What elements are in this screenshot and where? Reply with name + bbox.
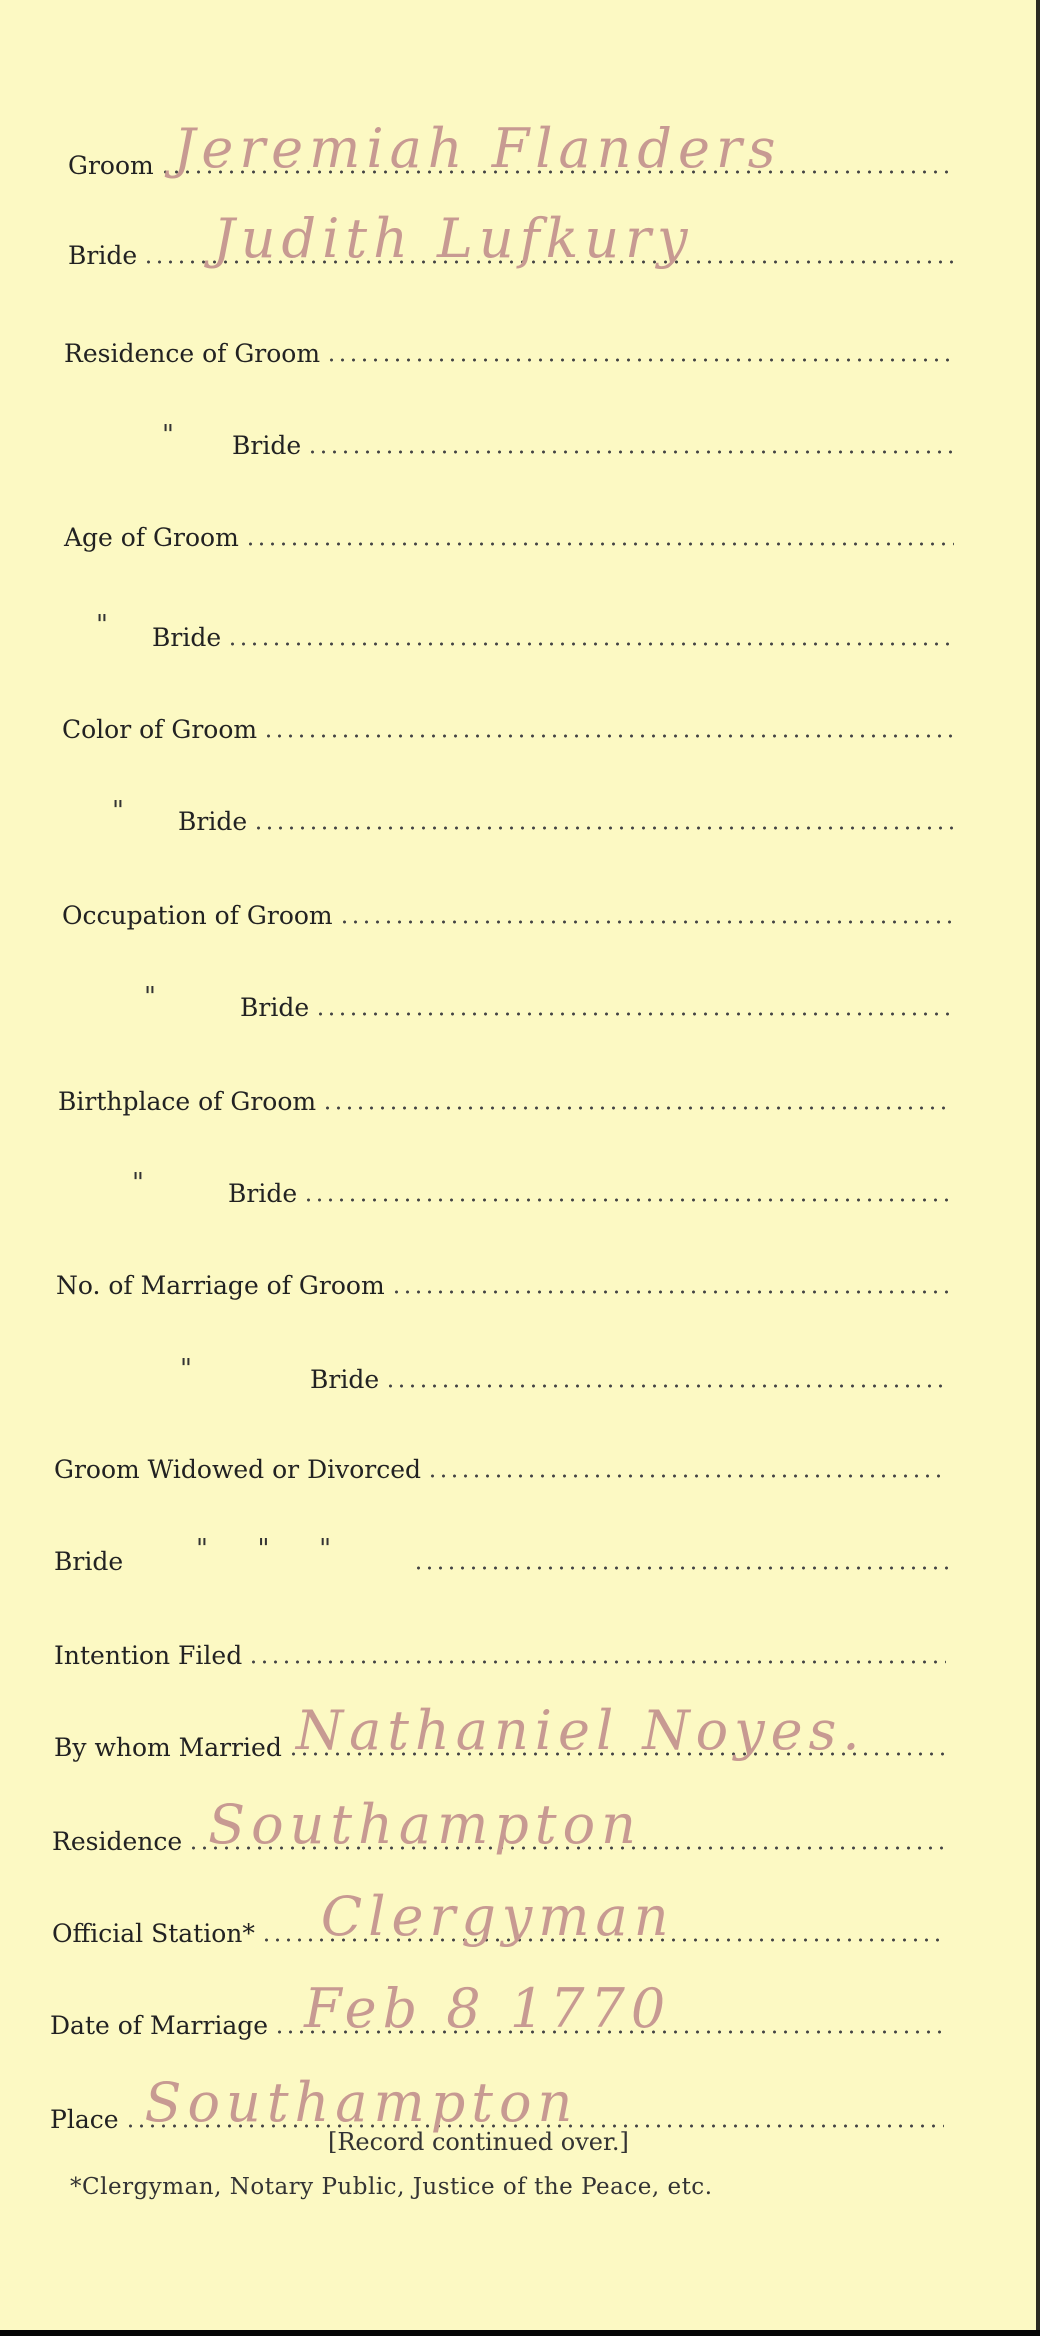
official-station-row bbox=[52, 1885, 944, 1948]
occupation-groom-label: Occupation of Groom bbox=[62, 901, 333, 930]
occupation-bride-row bbox=[240, 962, 952, 1022]
ditto-mark: " bbox=[132, 1168, 144, 1198]
groom-widowed-row bbox=[54, 1424, 948, 1484]
ditto-mark: " bbox=[162, 420, 174, 450]
date-of-marriage-row bbox=[50, 1977, 944, 2040]
place-value: Southampton bbox=[144, 2071, 579, 2134]
color-groom-row bbox=[62, 684, 954, 744]
age-groom-label: Age of Groom bbox=[64, 523, 239, 552]
marriage-no-bride-label: Bride bbox=[310, 1365, 380, 1394]
place-row bbox=[50, 2071, 944, 2134]
residence-bride-row bbox=[232, 400, 954, 460]
residence-groom-row bbox=[64, 308, 956, 368]
residence-row bbox=[52, 1793, 944, 1856]
ditto-mark: " bbox=[144, 982, 156, 1012]
marriage-no-groom-row bbox=[56, 1240, 950, 1300]
groom-label: Groom bbox=[68, 151, 154, 180]
ditto-mark: " bbox=[96, 610, 108, 640]
by-whom-married-row bbox=[54, 1699, 946, 1762]
date-value: Feb 8 1770 bbox=[304, 1977, 672, 2040]
birthplace-groom-row bbox=[58, 1056, 952, 1116]
birthplace-bride-row bbox=[228, 1148, 950, 1208]
bride-widowed-label: Bride bbox=[54, 1547, 124, 1576]
residence-label: Residence bbox=[52, 1827, 183, 1856]
residence-value: Southampton bbox=[208, 1793, 642, 1856]
bride-name: Judith Lufkury bbox=[213, 207, 694, 270]
footnote: *Clergyman, Notary Public, Justice of the Peace, etc. bbox=[70, 2174, 713, 2200]
ditto-mark: " bbox=[112, 796, 124, 826]
groom-row bbox=[68, 117, 956, 180]
official-station-value: Clergyman bbox=[320, 1885, 675, 1948]
age-bride-row bbox=[152, 592, 954, 652]
bride-label: Bride bbox=[68, 241, 138, 270]
color-groom-label: Color of Groom bbox=[62, 715, 258, 744]
intention-filed-label: Intention Filed bbox=[54, 1641, 243, 1670]
birthplace-bride-label: Bride bbox=[228, 1179, 298, 1208]
occupation-bride-label: Bride bbox=[240, 993, 310, 1022]
residence-groom-label: Residence of Groom bbox=[64, 339, 321, 368]
bride-row bbox=[68, 207, 956, 270]
color-bride-label: Bride bbox=[178, 807, 248, 836]
occupation-groom-row bbox=[62, 870, 954, 930]
groom-widowed-label: Groom Widowed or Divorced bbox=[54, 1455, 422, 1484]
marriage-no-bride-row bbox=[310, 1334, 950, 1394]
intention-filed-row bbox=[54, 1610, 946, 1670]
by-whom-married-label: By whom Married bbox=[54, 1733, 282, 1762]
bride-widowed-row bbox=[54, 1516, 948, 1576]
place-label: Place bbox=[50, 2105, 119, 2134]
color-bride-row bbox=[178, 776, 954, 836]
age-bride-label: Bride bbox=[152, 623, 222, 652]
age-groom-row bbox=[64, 492, 954, 552]
residence-bride-label: Bride bbox=[232, 431, 302, 460]
ditto-mark: " bbox=[180, 1354, 192, 1384]
marriage-no-groom-label: No. of Marriage of Groom bbox=[56, 1271, 385, 1300]
officiant-name: Nathaniel Noyes. bbox=[295, 1699, 866, 1762]
birthplace-groom-label: Birthplace of Groom bbox=[58, 1087, 317, 1116]
ditto-marks: " " " bbox=[196, 1534, 332, 1564]
record-continued-note: [Record continued over.] bbox=[328, 2128, 629, 2156]
date-of-marriage-label: Date of Marriage bbox=[50, 2011, 269, 2040]
groom-name: Jeremiah Flanders bbox=[173, 117, 782, 180]
official-station-label: Official Station* bbox=[52, 1919, 255, 1948]
